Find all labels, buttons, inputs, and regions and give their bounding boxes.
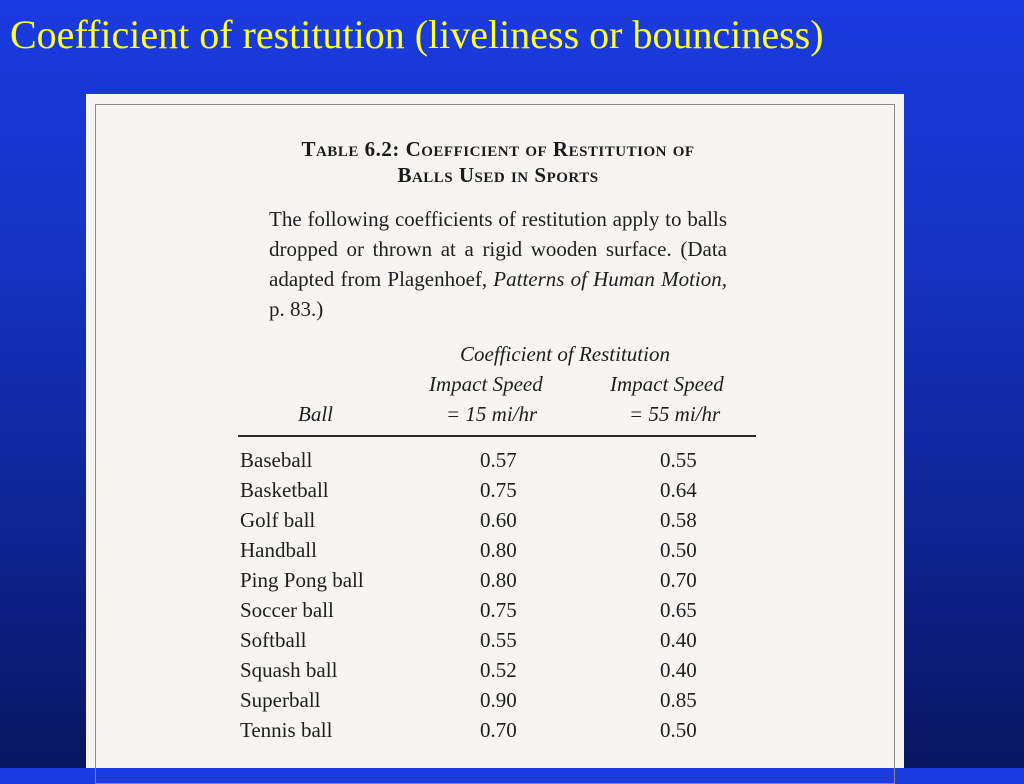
scanned-table-image bbox=[86, 94, 904, 768]
ball-name-cell: Golf ball bbox=[240, 508, 316, 532]
ball-name-cell: Soccer ball bbox=[240, 598, 334, 622]
restitution-15mph-cell: 0.52 bbox=[480, 658, 517, 682]
ball-name-cell: Ping Pong ball bbox=[240, 568, 364, 592]
ball-name-cell: Superball bbox=[240, 688, 321, 712]
table-row bbox=[240, 505, 760, 535]
ball-name-cell: Tennis ball bbox=[240, 718, 333, 742]
restitution-55mph-cell: 0.58 bbox=[660, 508, 697, 532]
restitution-55mph-cell: 0.40 bbox=[660, 658, 697, 682]
table-row bbox=[240, 715, 760, 745]
table-row bbox=[240, 565, 760, 595]
restitution-15mph-cell: 0.90 bbox=[480, 688, 517, 712]
caption-end: p. 83.) bbox=[269, 297, 324, 321]
table-row bbox=[240, 535, 760, 565]
table-caption bbox=[269, 204, 727, 324]
col-ball-header: Ball bbox=[298, 402, 333, 426]
restitution-55mph-cell: 0.55 bbox=[660, 448, 697, 472]
ball-name-cell: Softball bbox=[240, 628, 307, 652]
ball-name-cell: Squash ball bbox=[240, 658, 338, 682]
table-row bbox=[240, 625, 760, 655]
col-impact-1: Impact Speed bbox=[429, 372, 543, 396]
table-row bbox=[240, 685, 760, 715]
table-heading-line-1: Table 6.2: Coefficient of Restitution of bbox=[301, 137, 695, 161]
restitution-15mph-cell: 0.57 bbox=[480, 448, 517, 472]
table-heading bbox=[238, 136, 758, 188]
restitution-55mph-cell: 0.40 bbox=[660, 628, 697, 652]
restitution-15mph-cell: 0.55 bbox=[480, 628, 517, 652]
restitution-15mph-cell: 0.75 bbox=[480, 598, 517, 622]
table-body bbox=[240, 445, 760, 745]
restitution-55mph-cell: 0.50 bbox=[660, 538, 697, 562]
table-row bbox=[240, 445, 760, 475]
restitution-55mph-cell: 0.65 bbox=[660, 598, 697, 622]
col-impact-2: Impact Speed bbox=[610, 372, 724, 396]
restitution-15mph-cell: 0.80 bbox=[480, 568, 517, 592]
restitution-55mph-cell: 0.70 bbox=[660, 568, 697, 592]
restitution-55mph-cell: 0.85 bbox=[660, 688, 697, 712]
restitution-15mph-cell: 0.60 bbox=[480, 508, 517, 532]
table-heading-line-2: Balls Used in Sports bbox=[397, 163, 599, 187]
caption-text: The following coefficients of restitution apply to balls dropped or thrown at a rigid wooden surface. (Data adapted from Plagenhoef, bbox=[269, 207, 727, 291]
slide-title: Coefficient of restitution (liveliness or bounciness) bbox=[10, 12, 824, 57]
restitution-15mph-cell: 0.80 bbox=[480, 538, 517, 562]
group-header: Coefficient of Restitution bbox=[460, 342, 670, 366]
col-speed-15: = 15 mi/hr bbox=[446, 402, 538, 426]
header-rule bbox=[238, 435, 756, 437]
ball-name-cell: Handball bbox=[240, 538, 317, 562]
restitution-15mph-cell: 0.75 bbox=[480, 478, 517, 502]
ball-name-cell: Basketball bbox=[240, 478, 329, 502]
col-speed-55: = 55 mi/hr bbox=[629, 402, 721, 426]
table-row bbox=[240, 475, 760, 505]
table-row bbox=[240, 595, 760, 625]
restitution-15mph-cell: 0.70 bbox=[480, 718, 517, 742]
table-row bbox=[240, 655, 760, 685]
ball-name-cell: Baseball bbox=[240, 448, 313, 472]
restitution-55mph-cell: 0.64 bbox=[660, 478, 697, 502]
restitution-55mph-cell: 0.50 bbox=[660, 718, 697, 742]
caption-source-title: Patterns of Human Motion, bbox=[493, 267, 727, 291]
